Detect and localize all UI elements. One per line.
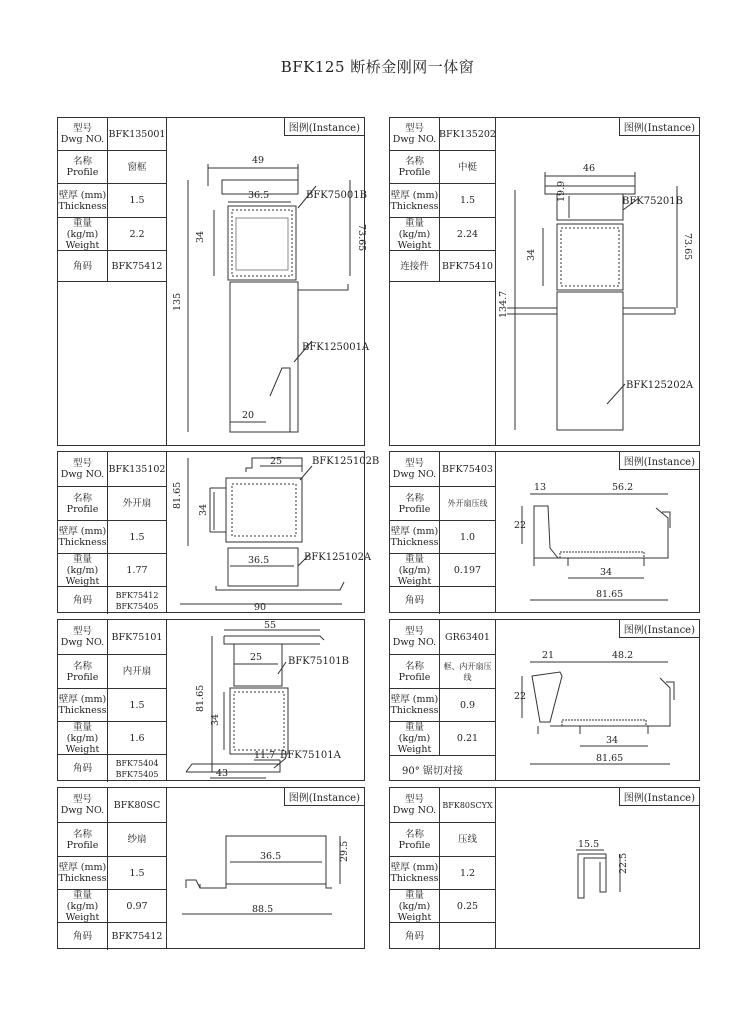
dwg-label-en: Dwg NO. — [60, 469, 105, 480]
corner-label: 角码 — [72, 595, 92, 606]
row-dwg — [58, 452, 166, 487]
dwg-value: BFK135202 — [439, 128, 496, 140]
weight-label-en: Weight — [397, 239, 432, 251]
instance-label: 图例(Instance) — [284, 787, 365, 806]
row-dwg — [58, 788, 166, 823]
profile-value: 外开扇压线 — [447, 499, 488, 508]
profile-value: 外开扇 — [122, 498, 152, 509]
thickness-label: 壁厚 (mm) — [390, 694, 439, 705]
profile-label-en: Profile — [66, 503, 99, 515]
instance-label: 图例(Instance) — [619, 451, 700, 470]
corner-label: 角码 — [72, 763, 92, 774]
spec-table — [58, 452, 167, 612]
dim-34: 34 — [526, 248, 537, 261]
weight-label: 重量 (kg/m) — [398, 553, 431, 576]
thickness-value: 1.5 — [129, 531, 145, 543]
weight-label-en: Weight — [397, 744, 432, 755]
dim-34: 34 — [195, 230, 206, 243]
thickness-label: 壁厚 (mm) — [390, 526, 439, 537]
thickness-label: 壁厚 (mm) — [58, 526, 107, 537]
weight-label-en: Weight — [65, 239, 100, 251]
dwg-value: BFK135102 — [108, 463, 166, 475]
row-thickness — [58, 521, 166, 554]
corner-value: BFK75412 — [111, 260, 163, 272]
profile-drawing — [504, 642, 694, 776]
weight-label-en: Weight — [397, 911, 432, 923]
row-profile — [58, 655, 166, 689]
weight-value: 1.6 — [129, 732, 145, 744]
row-profile — [58, 823, 166, 857]
row-thickness — [390, 857, 495, 890]
weight-value: 0.97 — [126, 900, 148, 912]
dim-134.7: 134.7 — [498, 290, 509, 318]
dim-34: 34 — [198, 503, 209, 516]
thickness-label: 壁厚 (mm) — [58, 694, 107, 705]
connector-value: BFK75410 — [442, 260, 493, 272]
dim-15.5: 15.5 — [578, 839, 600, 850]
weight-label-en: Weight — [65, 743, 100, 755]
thickness-label-en: Thickness — [390, 873, 439, 884]
profile-label-en: Profile — [398, 503, 431, 515]
weight-label: 重量 (kg/m) — [66, 217, 99, 240]
row-thickness — [58, 857, 166, 890]
row-profile — [58, 151, 166, 184]
thickness-label: 壁厚 (mm) — [58, 189, 107, 201]
thickness-label: 壁厚 (mm) — [390, 862, 439, 873]
spec-table — [390, 620, 496, 780]
dim-55: 55 — [264, 620, 277, 631]
row-weight — [390, 554, 495, 587]
part-label: BFK125202A — [626, 380, 694, 391]
instance-label: 图例(Instance) — [619, 787, 700, 806]
profile-card-bfk80sc — [57, 787, 365, 949]
row-corner — [58, 923, 166, 950]
weight-label: 重量 (kg/m) — [398, 889, 431, 912]
profile-card-bfk135202 — [389, 117, 700, 446]
dwg-label-en: Dwg NO. — [392, 469, 437, 480]
spec-table — [58, 788, 167, 948]
profile-label: 名称 — [404, 492, 424, 504]
dwg-label: 型号 — [404, 794, 424, 805]
corner-label: 角码 — [72, 931, 92, 942]
dim-73.65: 73.65 — [682, 233, 693, 261]
corner-value — [440, 923, 495, 950]
row-weight — [58, 554, 166, 587]
dim-21: 21 — [542, 650, 555, 661]
weight-value: 0.21 — [456, 733, 479, 744]
profile-label-en: Profile — [66, 671, 99, 683]
dwg-label-en: Dwg NO. — [60, 805, 105, 816]
row-dwg — [390, 620, 495, 655]
profile-value: 压线 — [457, 834, 477, 845]
corner-value-2: BFK75405 — [115, 769, 159, 779]
row-dwg — [390, 118, 495, 151]
thickness-label-en: Thickness — [390, 705, 439, 716]
dim-81.65: 81.65 — [172, 481, 183, 509]
dim-19.9: 19.9 — [556, 180, 567, 202]
dwg-value: BFK80SCYX — [442, 800, 493, 810]
page-title: BFK125 断桥金刚网一体窗 — [280, 58, 475, 76]
dwg-label: 型号 — [72, 458, 92, 469]
weight-label: 重量 (kg/m) — [398, 722, 431, 744]
profile-label-en: Profile — [66, 839, 99, 851]
corner-value-2: BFK75405 — [115, 601, 159, 611]
dim-36.5: 36.5 — [260, 851, 282, 862]
row-profile — [390, 487, 495, 521]
profile-drawing — [172, 818, 358, 928]
profile-label: 名称 — [404, 660, 424, 672]
row-weight — [58, 218, 166, 251]
dim-22: 22 — [514, 691, 527, 702]
profile-label: 名称 — [72, 660, 92, 672]
thickness-value: 1.2 — [459, 867, 476, 879]
profile-label-en: Profile — [398, 671, 431, 683]
profile-card-bfk135001 — [57, 117, 370, 446]
dwg-label: 型号 — [72, 626, 92, 637]
row-thickness — [58, 689, 166, 722]
weight-value: 2.24 — [456, 228, 479, 240]
corner-label: 角码 — [72, 260, 92, 272]
dim-25: 25 — [250, 652, 263, 663]
profile-value: 纱扇 — [127, 834, 147, 845]
part-label: BFK75101B — [288, 656, 349, 667]
dim-56.2: 56.2 — [612, 482, 634, 493]
thickness-value: 1.5 — [129, 195, 145, 206]
dwg-label-en: Dwg NO. — [60, 134, 105, 145]
profile-value: 中梃 — [457, 161, 477, 173]
weight-label: 重量 (kg/m) — [66, 889, 99, 912]
dim-34: 34 — [210, 713, 221, 726]
thickness-label-en: Thickness — [58, 537, 107, 548]
profile-drawing — [570, 832, 640, 912]
profile-label: 名称 — [404, 156, 424, 167]
profile-drawing — [504, 478, 694, 608]
row-dwg — [58, 118, 166, 151]
thickness-label: 壁厚 (mm) — [390, 189, 439, 201]
dim-36.5: 36.5 — [248, 555, 270, 566]
dwg-label: 型号 — [404, 123, 424, 134]
part-label: BFK75201B — [622, 196, 683, 207]
dim-22.5: 22.5 — [618, 852, 629, 874]
spec-table — [390, 788, 496, 948]
thickness-label-en: Thickness — [390, 537, 439, 548]
dwg-label-en: Dwg NO. — [392, 805, 437, 816]
profile-label-en: Profile — [398, 839, 431, 851]
weight-label-en: Weight — [65, 575, 100, 587]
part-label: BFK125102A — [304, 552, 372, 563]
weight-label-en: Weight — [65, 911, 100, 923]
dwg-value: BFK75403 — [442, 463, 493, 475]
row-dwg — [390, 788, 495, 823]
thickness-label-en: Thickness — [390, 200, 439, 212]
dim-34: 34 — [606, 735, 619, 746]
dim-73.65: 73.65 — [356, 224, 367, 252]
part-label: BFK125102B — [312, 456, 380, 467]
profile-label-en: Profile — [398, 167, 431, 178]
row-thickness — [390, 521, 495, 554]
dim-13: 13 — [534, 482, 547, 493]
dim-25: 25 — [270, 456, 283, 467]
dim-48.2: 48.2 — [612, 650, 634, 661]
row-weight — [58, 722, 166, 755]
corner-value: BFK75412 — [115, 590, 159, 600]
row-weight — [58, 890, 166, 923]
corner-value: BFK75404 — [115, 758, 159, 768]
instance-label: 图例(Instance) — [284, 117, 365, 136]
thickness-label: 壁厚 (mm) — [58, 862, 107, 873]
dim-29.5: 29.5 — [339, 840, 350, 862]
dim-90: 90 — [254, 602, 267, 613]
profile-card-gr63401 — [389, 619, 700, 781]
part-label: BFK125001A — [302, 342, 370, 353]
cut-note: 90° 锯切对接 — [402, 766, 463, 777]
thickness-value: 1.5 — [129, 699, 145, 711]
dwg-label: 型号 — [72, 123, 92, 134]
row-corner — [58, 755, 166, 782]
row-corner — [390, 923, 495, 950]
thickness-value: 1.0 — [459, 531, 476, 543]
dim-43: 43 — [216, 768, 229, 779]
profile-label: 名称 — [72, 492, 92, 504]
dwg-value: GR63401 — [445, 631, 490, 643]
dwg-label-en: Dwg NO. — [60, 637, 105, 648]
dim-36.5: 36.5 — [248, 190, 270, 201]
dwg-label-en: Dwg NO. — [392, 134, 437, 145]
profile-label: 名称 — [72, 828, 92, 840]
dim-11.7: 11.7 — [254, 750, 276, 761]
row-connector — [390, 251, 495, 282]
weight-label: 重量 (kg/m) — [66, 721, 99, 744]
row-weight — [390, 890, 495, 923]
dim-88.5: 88.5 — [252, 904, 274, 915]
connector-label: 连接件 — [400, 260, 429, 272]
dim-20: 20 — [242, 410, 255, 421]
dim-34: 34 — [600, 567, 613, 578]
dwg-value: BFK135001 — [108, 128, 166, 140]
thickness-value: 0.9 — [459, 699, 476, 711]
row-corner — [58, 251, 166, 282]
dim-49: 49 — [252, 155, 265, 166]
part-label: BFK75001B — [306, 190, 367, 201]
spec-table — [390, 452, 496, 612]
thickness-label-en: Thickness — [58, 873, 107, 884]
profile-label: 名称 — [404, 828, 424, 840]
profile-card-bfk75403 — [389, 451, 700, 613]
spec-table — [58, 118, 167, 445]
dwg-value: BFK80SC — [113, 799, 161, 811]
thickness-label-en: Thickness — [58, 705, 107, 716]
weight-value: 0.25 — [456, 900, 479, 912]
profile-drawing — [170, 454, 360, 612]
thickness-value: 1.5 — [459, 195, 476, 206]
dim-135: 135 — [172, 292, 183, 311]
dim-46: 46 — [583, 163, 596, 174]
row-profile — [58, 487, 166, 521]
row-thickness — [58, 184, 166, 218]
dim-81.65: 81.65 — [596, 753, 624, 764]
row-weight — [390, 218, 495, 251]
weight-label-en: Weight — [397, 575, 432, 587]
thickness-value: 1.5 — [129, 867, 145, 879]
row-corner — [58, 587, 166, 614]
corner-label: 角码 — [404, 931, 424, 942]
row-thickness — [390, 184, 495, 218]
row-corner — [390, 587, 495, 614]
weight-label: 重量 (kg/m) — [398, 217, 431, 240]
profile-label: 名称 — [72, 156, 92, 167]
profile-card-bfk80scyx — [389, 787, 700, 949]
spec-table — [390, 118, 496, 445]
spec-table — [58, 620, 167, 780]
row-profile — [390, 823, 495, 857]
dim-22: 22 — [514, 520, 527, 531]
row-profile — [390, 151, 495, 184]
row-weight — [390, 722, 495, 755]
row-profile — [390, 655, 495, 689]
profile-card-bfk135102 — [57, 451, 380, 613]
weight-value: 1.77 — [126, 564, 148, 576]
corner-label: 角码 — [404, 595, 424, 606]
dim-81.65: 81.65 — [596, 589, 624, 600]
instance-label: 图例(Instance) — [619, 619, 700, 638]
profile-value: 窗框 — [127, 161, 147, 173]
profile-value: 框、内开扇压线 — [443, 661, 492, 682]
thickness-label-en: Thickness — [58, 200, 107, 212]
dim-81.65: 81.65 — [195, 684, 206, 712]
dwg-label: 型号 — [404, 458, 424, 469]
profile-card-bfk75101 — [57, 619, 365, 781]
dwg-value: BFK75101 — [111, 631, 163, 643]
part-label: BFK75101A — [280, 750, 341, 761]
dwg-label-en: Dwg NO. — [392, 637, 437, 648]
weight-label: 重量 (kg/m) — [66, 553, 99, 576]
row-dwg — [390, 452, 495, 487]
row-dwg — [58, 620, 166, 655]
dwg-label: 型号 — [72, 794, 92, 805]
corner-value: BFK75412 — [111, 931, 163, 942]
weight-value: 0.197 — [453, 564, 482, 576]
weight-value: 2.2 — [129, 228, 145, 240]
profile-label-en: Profile — [66, 167, 99, 178]
profile-value: 内开扇 — [122, 666, 152, 677]
dwg-label: 型号 — [404, 626, 424, 637]
row-thickness — [390, 689, 495, 722]
instance-label: 图例(Instance) — [619, 117, 700, 136]
